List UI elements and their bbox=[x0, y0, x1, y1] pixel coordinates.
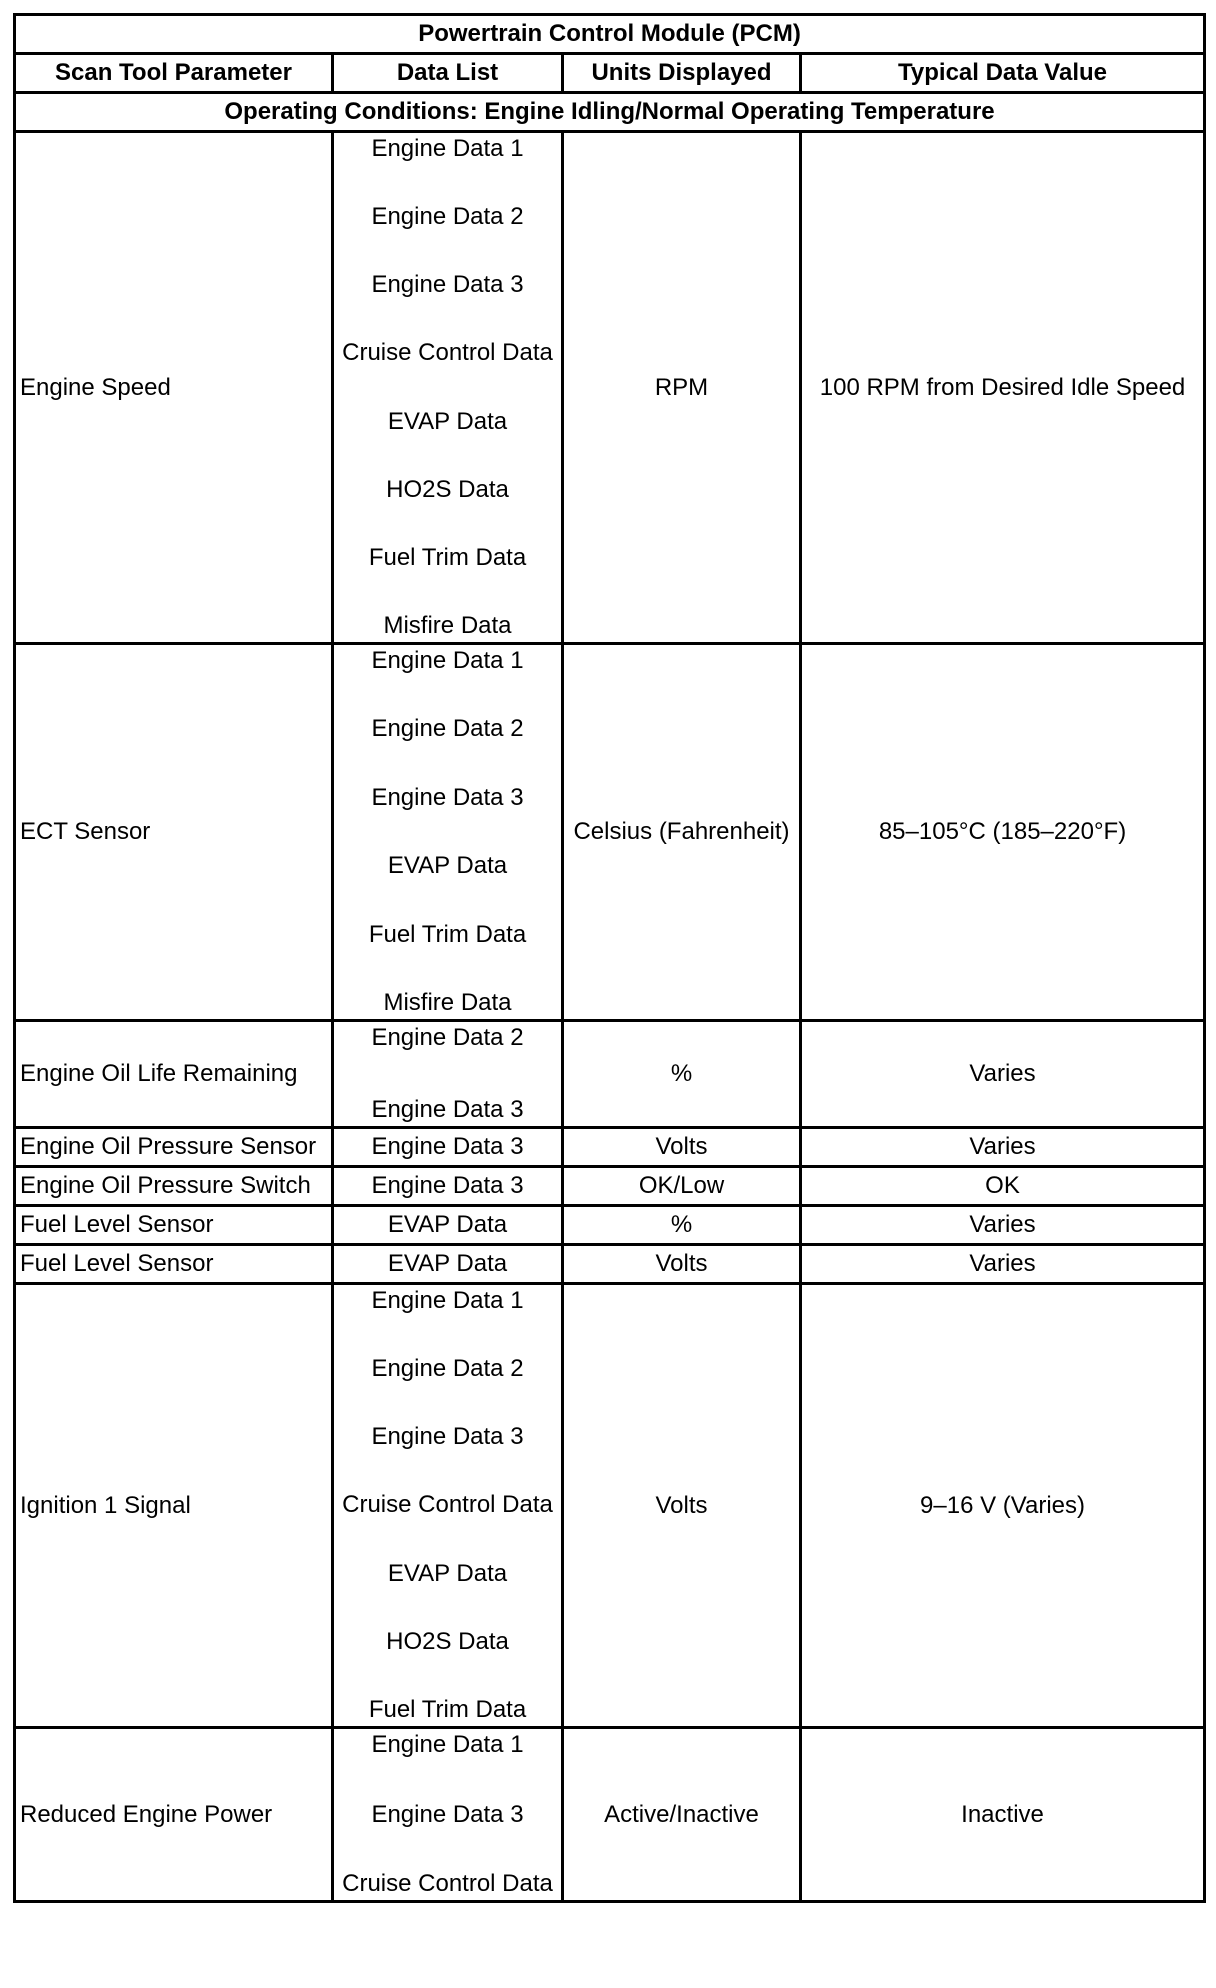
table-title: Powertrain Control Module (PCM) bbox=[15, 15, 1205, 54]
table-row bbox=[15, 1284, 1205, 1728]
scan-tool-parameter-cell: Ignition 1 Signal bbox=[15, 1284, 333, 1728]
data-list-item: Misfire Data bbox=[383, 988, 512, 1016]
data-list-cell bbox=[333, 1284, 563, 1728]
header-typical-data-value: Typical Data Value bbox=[801, 54, 1205, 93]
table-row bbox=[15, 644, 1205, 1021]
data-list-items bbox=[334, 1131, 561, 1163]
units-displayed-cell: RPM bbox=[563, 132, 801, 644]
data-list-item: Engine Data 3 bbox=[371, 1172, 524, 1199]
operating-conditions: Operating Conditions: Engine Idling/Normal Operating Temperature bbox=[15, 93, 1205, 132]
data-list-items bbox=[334, 1248, 561, 1280]
data-list-item: Cruise Control Data bbox=[342, 1491, 553, 1519]
typical-data-value-cell: Varies bbox=[801, 1021, 1205, 1128]
data-list-item: Engine Data 2 bbox=[371, 715, 524, 743]
data-list-items bbox=[334, 647, 561, 1017]
title-row bbox=[15, 15, 1205, 54]
data-list-item: Engine Data 1 bbox=[371, 647, 524, 674]
units-displayed-cell: % bbox=[563, 1021, 801, 1128]
data-list-items bbox=[334, 1287, 561, 1724]
data-list-cell bbox=[333, 1021, 563, 1128]
data-list-item: EVAP Data bbox=[387, 852, 508, 880]
table-row bbox=[15, 132, 1205, 644]
table-row bbox=[15, 1206, 1205, 1245]
data-list-cell bbox=[333, 1128, 563, 1167]
data-list-item: Engine Data 1 bbox=[371, 1731, 524, 1758]
data-list-cell bbox=[333, 1167, 563, 1206]
data-list-item: EVAP Data bbox=[387, 407, 508, 435]
data-list-cell bbox=[333, 1245, 563, 1284]
scan-tool-parameter-cell: Engine Oil Pressure Switch bbox=[15, 1167, 333, 1206]
data-list-item: Engine Data 3 bbox=[371, 1800, 524, 1828]
typical-data-value-cell: Inactive bbox=[801, 1728, 1205, 1902]
typical-data-value-cell: 9–16 V (Varies) bbox=[801, 1284, 1205, 1728]
units-displayed-cell: Volts bbox=[563, 1128, 801, 1167]
units-displayed-cell: Volts bbox=[563, 1245, 801, 1284]
typical-data-value-cell: Varies bbox=[801, 1245, 1205, 1284]
units-displayed-cell: Active/Inactive bbox=[563, 1728, 801, 1902]
data-list-item: Engine Data 1 bbox=[371, 1287, 524, 1314]
data-list-item: Fuel Trim Data bbox=[368, 543, 527, 571]
units-displayed-cell: OK/Low bbox=[563, 1167, 801, 1206]
data-list-item: Engine Data 3 bbox=[371, 783, 524, 811]
table-row bbox=[15, 1728, 1205, 1902]
typical-data-value-cell: 100 RPM from Desired Idle Speed bbox=[801, 132, 1205, 644]
data-list-item: EVAP Data bbox=[387, 1250, 508, 1277]
data-list-items bbox=[334, 1024, 561, 1124]
units-displayed-cell: Celsius (Fahrenheit) bbox=[563, 644, 801, 1021]
units-displayed-cell: Volts bbox=[563, 1284, 801, 1728]
data-list-cell bbox=[333, 1728, 563, 1902]
scan-tool-parameter-cell: Fuel Level Sensor bbox=[15, 1245, 333, 1284]
data-list-item: EVAP Data bbox=[387, 1211, 508, 1238]
data-list-item: Engine Data 2 bbox=[371, 1024, 524, 1051]
table-row bbox=[15, 1245, 1205, 1284]
condition-row bbox=[15, 93, 1205, 132]
data-list-items bbox=[334, 1209, 561, 1241]
data-list-cell bbox=[333, 1206, 563, 1245]
data-list-item: Engine Data 1 bbox=[371, 135, 524, 162]
data-list-item: Engine Data 3 bbox=[371, 271, 524, 299]
data-list-item: Fuel Trim Data bbox=[368, 920, 527, 948]
typical-data-value-cell: 85–105°C (185–220°F) bbox=[801, 644, 1205, 1021]
data-list-item: Misfire Data bbox=[383, 611, 512, 639]
scan-tool-parameter-cell: Engine Oil Pressure Sensor bbox=[15, 1128, 333, 1167]
header-scan-tool-parameter: Scan Tool Parameter bbox=[15, 54, 333, 93]
table-row bbox=[15, 1167, 1205, 1206]
data-list-item: HO2S Data bbox=[386, 1627, 509, 1655]
units-displayed-cell: % bbox=[563, 1206, 801, 1245]
data-list-item: Cruise Control Data bbox=[342, 1870, 553, 1897]
data-list-item: HO2S Data bbox=[386, 475, 509, 503]
data-list-item: Fuel Trim Data bbox=[368, 1695, 527, 1723]
typical-data-value-cell: Varies bbox=[801, 1206, 1205, 1245]
data-list-items bbox=[334, 135, 561, 640]
data-list-item: Engine Data 3 bbox=[371, 1133, 524, 1160]
table-row bbox=[15, 1021, 1205, 1128]
header-data-list: Data List bbox=[333, 54, 563, 93]
pcm-data-table bbox=[13, 13, 1206, 1903]
typical-data-value-cell: OK bbox=[801, 1167, 1205, 1206]
data-list-item: EVAP Data bbox=[387, 1559, 508, 1587]
data-list-cell bbox=[333, 644, 563, 1021]
typical-data-value-cell: Varies bbox=[801, 1128, 1205, 1167]
data-list-items bbox=[334, 1170, 561, 1202]
data-list-item: Engine Data 3 bbox=[371, 1096, 524, 1123]
scan-tool-parameter-cell: Engine Speed bbox=[15, 132, 333, 644]
data-list-item: Cruise Control Data bbox=[342, 339, 553, 367]
table-row bbox=[15, 1128, 1205, 1167]
data-list-cell bbox=[333, 132, 563, 644]
data-list-item: Engine Data 2 bbox=[371, 1355, 524, 1383]
scan-tool-parameter-cell: Fuel Level Sensor bbox=[15, 1206, 333, 1245]
data-list-items bbox=[334, 1731, 561, 1898]
data-list-item: Engine Data 3 bbox=[371, 1423, 524, 1451]
header-units-displayed: Units Displayed bbox=[563, 54, 801, 93]
data-list-item: Engine Data 2 bbox=[371, 203, 524, 231]
scan-tool-parameter-cell: Engine Oil Life Remaining bbox=[15, 1021, 333, 1128]
header-row bbox=[15, 54, 1205, 93]
scan-tool-parameter-cell: ECT Sensor bbox=[15, 644, 333, 1021]
scan-tool-parameter-cell: Reduced Engine Power bbox=[15, 1728, 333, 1902]
